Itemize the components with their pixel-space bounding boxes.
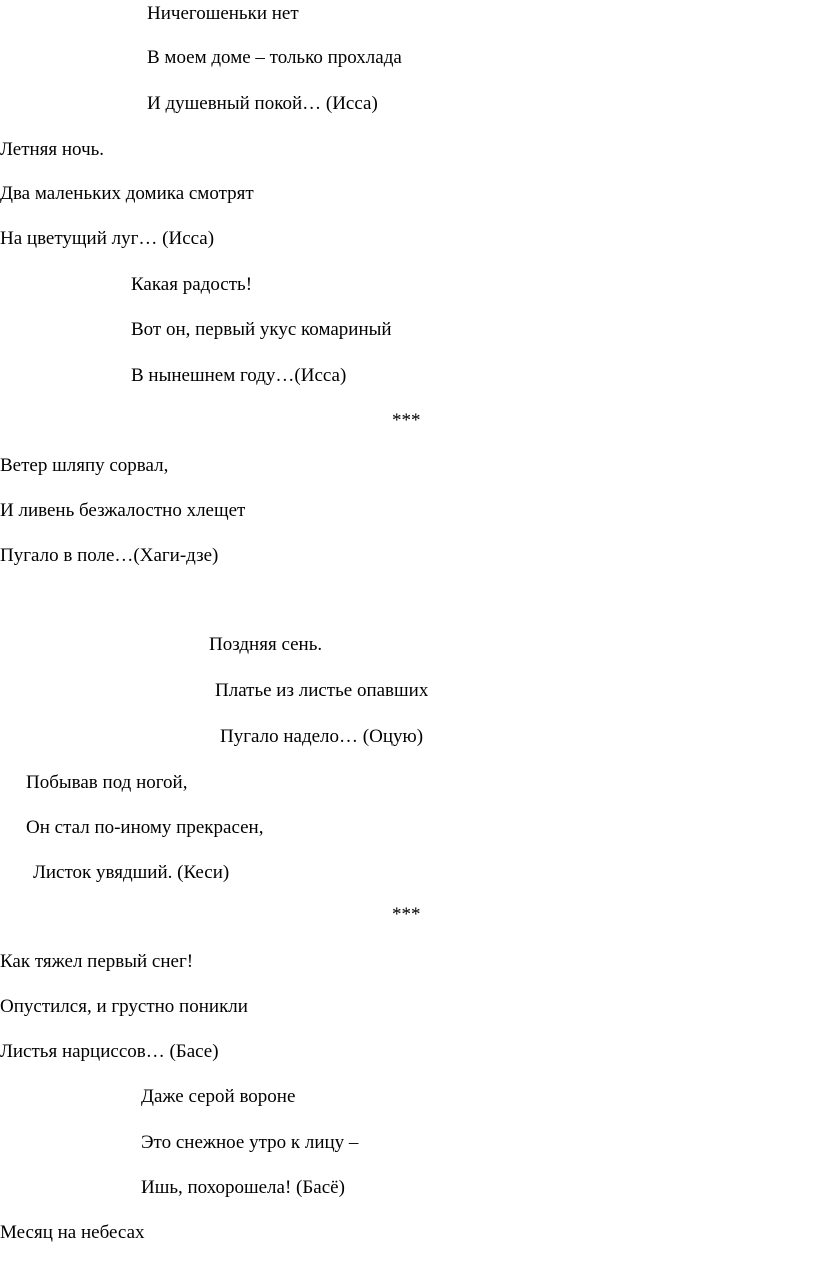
poem-line: Два маленьких домика смотрят	[0, 183, 254, 204]
poem-line: Даже серой вороне	[141, 1086, 296, 1107]
poem-line: Опустился, и грустно поникли	[0, 996, 248, 1017]
poem-line: На цветущий луг… (Исса)	[0, 228, 215, 249]
poem-line: Вот он, первый укус комариный	[131, 319, 392, 340]
poem-line: И ливень безжалостно хлещет	[0, 500, 246, 521]
poem-line: Это снежное утро к лицу –	[141, 1132, 359, 1153]
poem-line: Он стал по-иному прекрасен,	[26, 817, 264, 838]
section-separator: ***	[392, 410, 421, 431]
poem-line: В нынешнем году…(Исса)	[131, 365, 347, 386]
poem-line: Платье из листье опавших	[215, 680, 429, 701]
poem-line: В моем доме – только прохлада	[147, 47, 402, 68]
poem-line: Поздняя сень.	[209, 634, 323, 655]
poem-line: Побывав под ногой,	[26, 772, 188, 793]
poem-line: Листья нарциссов… (Басе)	[0, 1041, 219, 1062]
poem-line: Пугало надело… (Оцую)	[220, 726, 424, 747]
poem-line: И душевный покой… (Исса)	[147, 93, 378, 114]
poem-line: Ишь, похорошела! (Басё)	[141, 1177, 345, 1198]
poem-line: Какая радость!	[131, 274, 253, 295]
poem-line: Ветер шляпу сорвал,	[0, 455, 169, 476]
poem-line: Пугало в поле…(Хаги-дзе)	[0, 545, 219, 566]
poem-line: Листок увядший. (Кеси)	[33, 862, 230, 883]
poem-line: Ничегошеньки нет	[147, 3, 299, 24]
poem-line: Как тяжел первый снег!	[0, 951, 194, 972]
poem-line: Летняя ночь.	[0, 139, 105, 160]
poem-line: Месяц на небесах	[0, 1222, 145, 1243]
section-separator: ***	[392, 904, 421, 925]
